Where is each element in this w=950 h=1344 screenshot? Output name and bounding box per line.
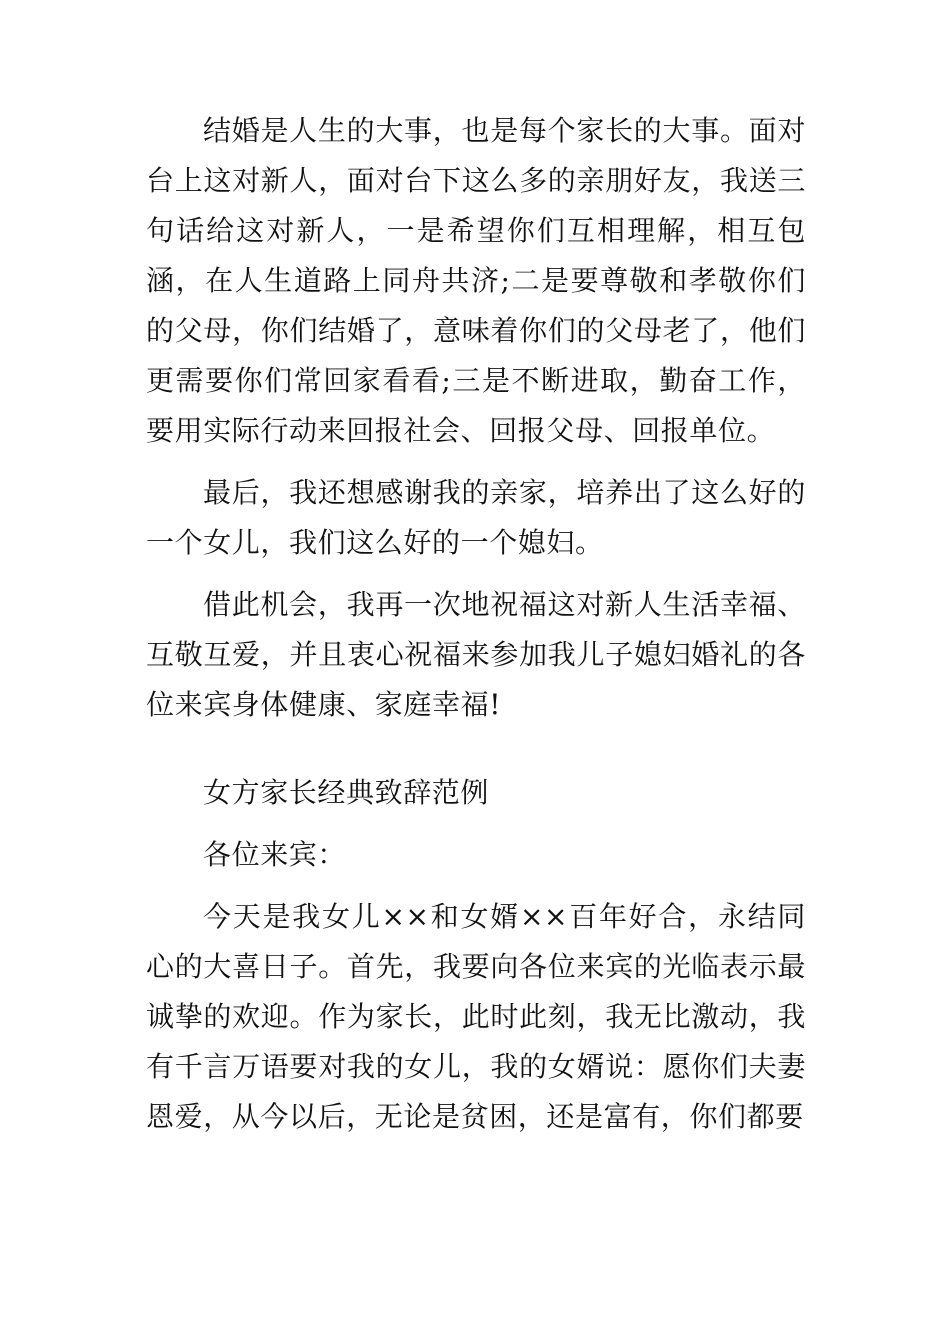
paragraph-advice: 结婚是人生的大事，也是每个家长的大事。面对台上这对新人，面对台下这么多的亲朋好友，我送三句话给这对新人，一是希望你们互相理解，相互包涵，在人生道路上同舟共济;二是要尊敬和孝敬你们的父母，你们结婚了，意味着你们的父母老了，他们更需要你们常回家看看;三是不断进取，勤奋工作，要用实际行动来回报社会、回报父母、回报单位。 xyxy=(146,114,806,447)
document-page xyxy=(146,106,806,1142)
section-title: 女方家长经典致辞范例 xyxy=(203,776,490,809)
paragraph-welcome: 今天是我女儿××和女婿××百年好合，永结同心的大喜日子。首先，我要向各位来宾的光临表示最诚挚的欢迎。作为家长，此时此刻，我无比激动，我有千言万语要对我的女儿，我的女婿说：愿你们夫妻恩爱，从今以后，无论是贫困，还是富有，你们都要 xyxy=(146,900,806,1133)
paragraph-thanks: 最后，我还想感谢我的亲家，培养出了这么好的一个女儿，我们这么好的一个媳妇。 xyxy=(146,476,806,559)
paragraph-blessing: 借此机会，我再一次地祝福这对新人生活幸福、互敬互爱，并且衷心祝福来参加我儿子媳妇婚礼的各位来宾身体健康、家庭幸福! xyxy=(146,588,806,721)
salutation: 各位来宾： xyxy=(203,838,347,871)
